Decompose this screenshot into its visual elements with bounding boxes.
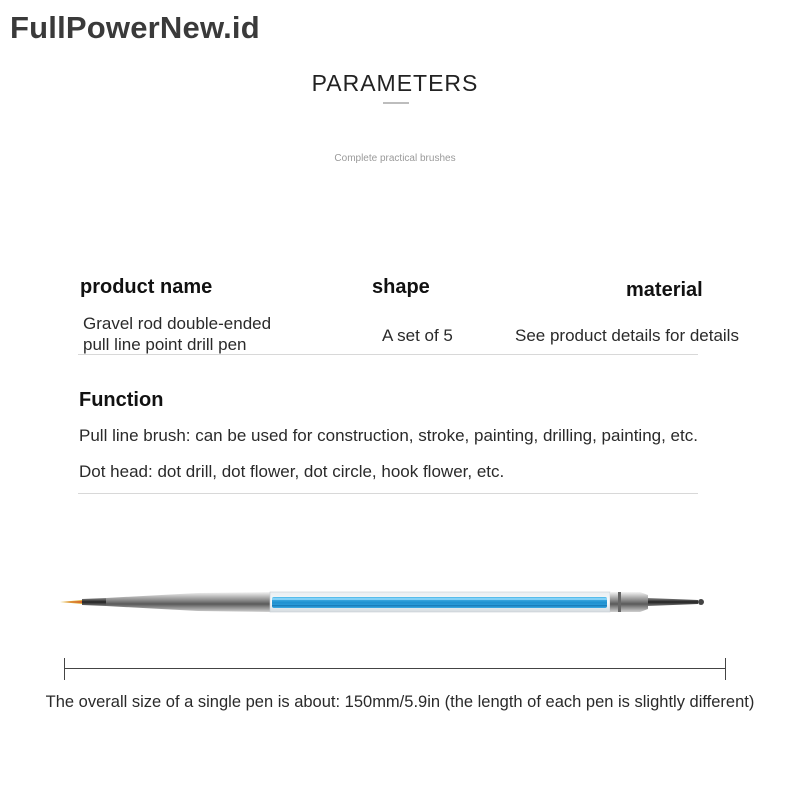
size-note: The overall size of a single pen is about: 150mm/5.9in (the length of each pen is slightly different) [45,693,755,711]
cell-material: See product details for details [515,326,739,345]
cell-shape: A set of 5 [382,326,453,345]
pen-taper [106,592,270,612]
cell-product-name [83,313,323,355]
title-underline [383,102,409,104]
dotting-shaft [648,598,698,606]
dotting-ball [698,599,704,605]
product-name-line-2: pull line point drill pen [83,335,247,354]
pen-end-cap [610,592,648,612]
product-name-line-1: Gravel rod double-ended [83,314,272,333]
pen-glitter [272,597,607,608]
watermark-logo: FullPowerNew.id [10,10,260,45]
page-subtitle: Complete practical brushes [334,153,456,164]
pen-cap-band [618,592,621,612]
table-divider [78,354,698,355]
measure-tick-right [725,658,726,680]
page-title: PARAMETERS [311,70,479,96]
measure-tick-left [64,658,65,680]
brush-tip [60,600,82,604]
header-product-name: product name [80,276,213,298]
measure-line [64,668,726,669]
function-heading: Function [79,389,164,411]
function-divider [78,493,698,494]
function-line-dot-head: Dot head: dot drill, dot flower, dot circle, hook flower, etc. [79,462,505,481]
header-shape: shape [372,276,430,298]
function-line-pull-brush: Pull line brush: can be used for construction, stroke, painting, drilling, painting, etc. [79,426,698,445]
pen-illustration [58,570,748,640]
header-material: material [626,279,703,301]
pen-ferrule [82,598,106,606]
